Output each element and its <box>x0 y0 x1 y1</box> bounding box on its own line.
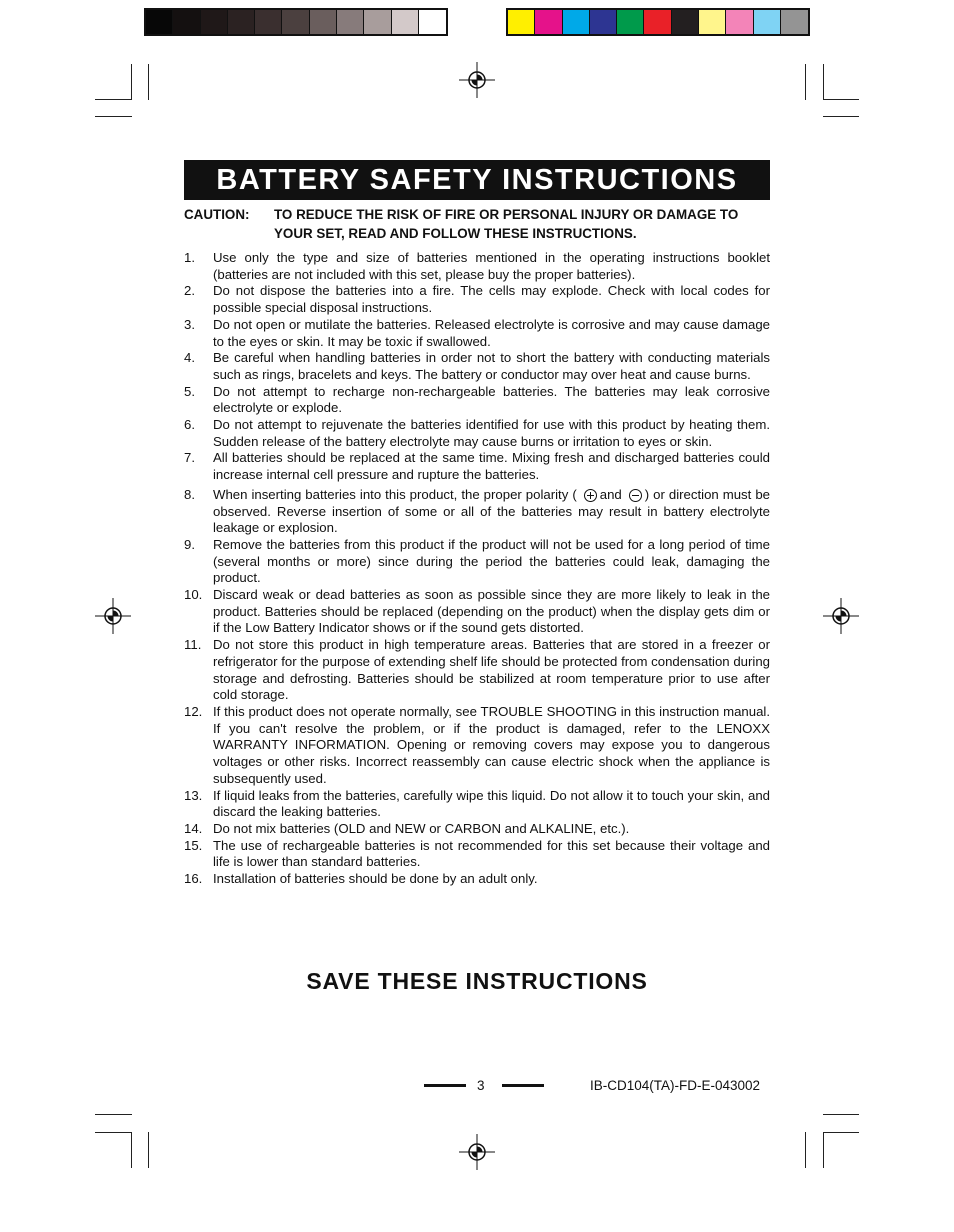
item-text: Use only the type and size of batteries mentioned in the operating instructions booklet (batteries are not included with this set, please buy the proper batteries). <box>213 250 770 282</box>
item-text: Remove the batteries from this product if the product will not be used for a long period of time (several months or more) since during the period the batteries could leak, damaging the product. <box>213 536 770 586</box>
plus-polarity-icon <box>584 489 597 502</box>
list-item <box>184 283 770 316</box>
item-number: 3. <box>184 316 195 332</box>
crop-mark <box>95 99 132 100</box>
item-number: 8. <box>184 486 195 502</box>
color-swatch <box>617 10 644 34</box>
gray-swatch <box>146 10 173 34</box>
item-text: Installation of batteries should be done by an adult only. <box>213 871 538 887</box>
item-text <box>213 487 770 537</box>
item-text-part: and <box>599 486 622 502</box>
crop-mark <box>805 64 806 100</box>
footer-rule <box>502 1084 544 1087</box>
color-swatch <box>590 10 617 34</box>
item-number: 5. <box>184 383 195 399</box>
gray-swatch <box>310 10 337 34</box>
color-swatch <box>672 10 699 34</box>
color-swatch <box>508 10 535 34</box>
item-number: 11. <box>184 637 202 653</box>
gray-swatch <box>392 10 419 34</box>
item-number: 15. <box>184 837 203 853</box>
gray-swatch <box>255 10 282 34</box>
list-item <box>184 704 770 788</box>
list-item <box>184 417 770 450</box>
caution-line: TO REDUCE THE RISK OF FIRE OR PERSONAL INJURY OR DAMAGE TO <box>274 207 739 222</box>
crop-mark <box>823 1132 824 1168</box>
document-code: IB-CD104(TA)-FD-E-043002 <box>590 1078 761 1093</box>
gray-swatch <box>173 10 200 34</box>
crop-mark <box>148 1132 149 1168</box>
registration-mark-icon <box>95 598 131 634</box>
crop-mark <box>823 116 859 117</box>
list-item <box>184 637 770 704</box>
color-swatch <box>535 10 562 34</box>
item-text: Do not attempt to rejuvenate the batteries identified for use with this product by heating them. Sudden release of the battery electrolyte may cause burns or irritation to eyes or skin. <box>213 417 770 449</box>
crop-mark <box>805 1132 806 1168</box>
item-text: Do not attempt to recharge non-rechargeable batteries. The batteries may leak corrosive electrolyte or explode. <box>213 383 770 416</box>
item-text: Do not mix batteries (OLD and NEW or CARBON and ALKALINE, etc.). <box>213 820 630 836</box>
gray-swatch <box>364 10 391 34</box>
crop-mark <box>95 116 132 117</box>
gray-swatch <box>419 10 446 34</box>
caution-line: YOUR SET, READ AND FOLLOW THESE INSTRUCTIONS. <box>274 226 637 241</box>
list-item <box>184 487 770 537</box>
minus-polarity-icon <box>629 489 642 502</box>
item-number: 16. <box>184 871 203 887</box>
list-item <box>184 821 770 838</box>
item-text: Do not dispose the batteries into a fire. The cells may explode. Check with local codes for possible special disposal instructions. <box>213 283 770 316</box>
item-text: Do not store this product in high temperature areas. Batteries that are stored in a freezer or refrigerator for the purpose of extending shelf life should be protected from condensation during storage and defrosting. Batteries should be stabilized at room temperature prior to use after cold storage. <box>213 637 770 703</box>
list-item <box>184 350 770 383</box>
crop-mark <box>823 1132 859 1133</box>
list-item <box>184 450 770 483</box>
footer-rule <box>424 1084 466 1087</box>
title-banner <box>184 160 770 200</box>
registration-mark-icon <box>823 598 859 634</box>
crop-mark <box>95 1114 132 1115</box>
registration-mark-icon <box>459 62 495 98</box>
color-swatch <box>781 10 808 34</box>
color-swatch <box>754 10 781 34</box>
crop-mark <box>131 64 132 100</box>
color-swatch <box>726 10 753 34</box>
color-swatch <box>644 10 671 34</box>
item-text: Be careful when handling batteries in order not to short the battery with conducting materials such as rings, bracelets and keys. The battery or conductor may over heat and cause burns. <box>213 350 770 382</box>
list-item <box>184 838 770 871</box>
item-number: 14. <box>184 820 203 836</box>
item-text-part: When inserting batteries into this product, the proper polarity ( <box>213 486 577 502</box>
caution-text <box>274 205 738 243</box>
item-text-part: ) or direction must be observed. Reverse insertion of some or all of the batteries may result in battery electrolyte leakage or explosion. <box>213 486 770 536</box>
gray-swatch <box>228 10 255 34</box>
instruction-list <box>184 250 770 888</box>
item-number: 2. <box>184 283 195 299</box>
crop-mark <box>823 99 859 100</box>
list-item <box>184 537 770 587</box>
item-number: 7. <box>184 450 195 466</box>
save-instructions-heading: SAVE THESE INSTRUCTIONS <box>306 968 648 994</box>
color-swatch <box>699 10 726 34</box>
crop-mark <box>131 1132 132 1168</box>
item-text: Do not open or mutilate the batteries. Released electrolyte is corrosive and may cause damage to the eyes or skin. It may be toxic if swallowed. <box>213 316 770 349</box>
process-color-bar <box>506 8 810 36</box>
item-text: Discard weak or dead batteries as soon as possible since they are more likely to leak in the product. Batteries should be replaced (depending on the product) when the display gets dim or if the Low Battery Indicator shows or if the sound gets distorted. <box>213 587 770 636</box>
crop-mark <box>95 1132 132 1133</box>
item-text: If liquid leaks from the batteries, carefully wipe this liquid. Do not allow it to touch your skin, and discard the leaking batteries. <box>213 787 770 820</box>
list-item <box>184 384 770 417</box>
item-number: 13. <box>184 787 203 803</box>
item-text: The use of rechargeable batteries is not recommended for this set because their voltage and life is lower than standard batteries. <box>213 837 770 870</box>
crop-mark <box>823 1114 859 1115</box>
gray-swatch <box>282 10 309 34</box>
item-number: 10. <box>184 587 203 603</box>
list-item <box>184 250 770 283</box>
list-item <box>184 317 770 350</box>
item-number: 4. <box>184 350 195 366</box>
crop-mark <box>823 64 824 100</box>
list-item <box>184 788 770 821</box>
caution-notice <box>184 205 774 243</box>
list-item <box>184 871 770 888</box>
item-text: All batteries should be replaced at the same time. Mixing fresh and discharged batteries could increase internal cell pressure and rupture the batteries. <box>213 450 770 483</box>
item-number: 6. <box>184 417 195 433</box>
list-item <box>184 587 770 637</box>
registration-mark-icon <box>459 1134 495 1170</box>
gray-swatch <box>201 10 228 34</box>
item-number: 9. <box>184 536 195 552</box>
gray-swatch <box>337 10 364 34</box>
color-swatch <box>563 10 590 34</box>
crop-mark <box>148 64 149 100</box>
item-text: If this product does not operate normally, see TROUBLE SHOOTING in this instruction manual. If you can't resolve the problem, or if the product is damaged, refer to the LENOXX WARRANTY INFORMATION. Opening or removing covers may expose you to dangerous voltages or other risks. Incorrect reassembly can cause electric shock when the appliance is subsequently used. <box>213 703 770 786</box>
page-title: BATTERY SAFETY INSTRUCTIONS <box>216 163 738 196</box>
page-number: 3 <box>477 1078 485 1093</box>
item-number: 1. <box>184 250 195 265</box>
grayscale-color-bar <box>144 8 448 36</box>
caution-label: CAUTION: <box>184 207 250 222</box>
item-number: 12. <box>184 703 203 719</box>
